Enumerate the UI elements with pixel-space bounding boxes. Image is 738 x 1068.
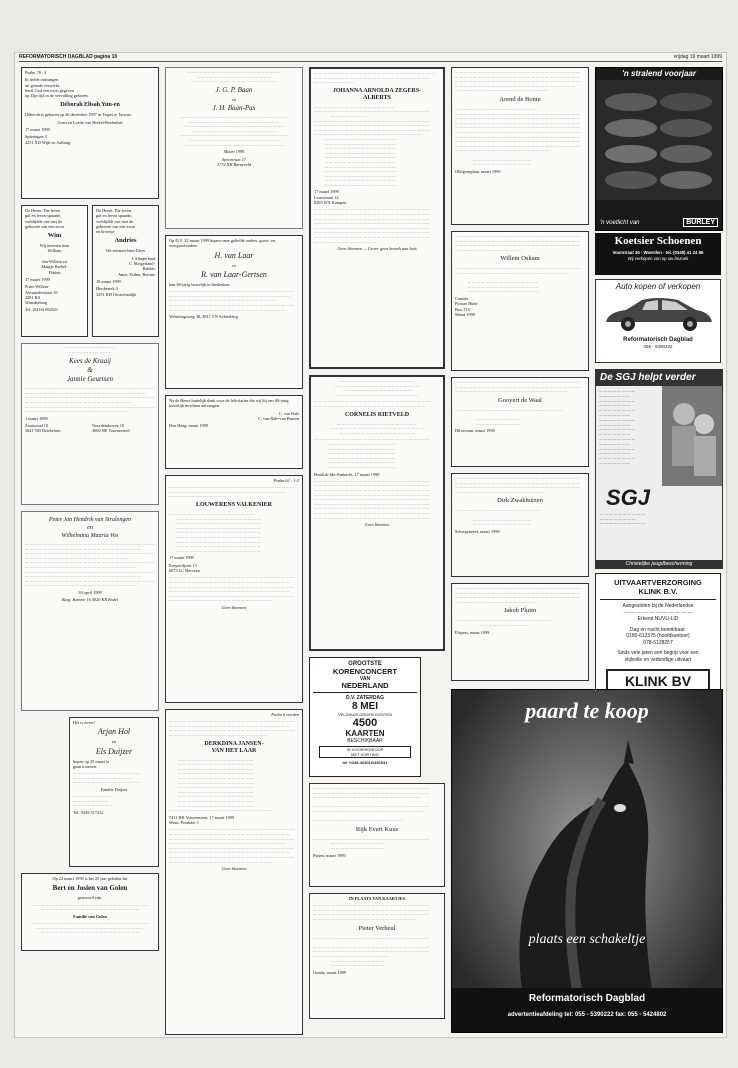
concert-venue: VELDHUIS GROEN OOSTEN — [338, 712, 392, 717]
ad-address: Zeepaviljoen 13 6873 LC Herveen — [169, 562, 200, 574]
decorative-text-lines: — — — — — — — — — — — — — — — — — — — — — — — — — — — — — — — — — — — — — — — — — — — — — — — — — — — — — — — — — — — — — — — — — — — — — — — — — — — — — — — — — — — — — — — — — — — — — — — — — — — — — — — — — — — — — — — — — — — — — — — — — — — — — — — — — — — — — — — — — — — — — — — — — — — — — — — — — — — — — — — — — — — — — — — — [181, 115, 287, 147]
decorative-text-lines: — — — — — — — — — — — — — — — — — — — — — — — — — — — — — — — — — — [455, 618, 553, 627]
ad-intro: Het is zover! — [73, 720, 96, 725]
ad-name: Gooyert de Waal — [498, 396, 542, 404]
ad-family: Familie Duijzer — [100, 786, 128, 792]
footer-contact: advertentieafdeling tel: 055 - 5390222 fax: 055 - 5424802 — [507, 1012, 667, 1018]
ad-line-3: Dag en nacht bereikbaar: — [629, 626, 687, 633]
ad-intro: De Heere, Die leven gaf en leven spaarde, verblijdde ons met de geboorte van een zoon — [25, 208, 64, 229]
ad-line-1: Aangesloten bij de Nederlandse — [622, 603, 694, 609]
ad-tel: Tel. 0345-517222 — [73, 810, 104, 816]
anniversary-ad-baan — [165, 67, 303, 229]
header-rule — [19, 61, 722, 62]
decorative-text-lines: — — — — — — — — — — — — — — — — — — — — — — — — — — — — — — — — — — — — — — — — — — — — — — — — — — — — — — — — — — — — — — — — — — — — — — — — — — — — — — — — — — — — — — — — — — — — — — — — — — — — — — — — — [455, 476, 580, 494]
ad-date: 17 maart 1999 — [25, 127, 50, 133]
wedding-ad-kraaij — [21, 343, 159, 505]
ad-address: Prins-Willem- Alexanderstraat 19 4281 BA Waarderburg — [25, 284, 58, 306]
deceased-name: CORNELIS RIETVELD — [344, 411, 410, 418]
ad-intro: Op D.V. 22 maart 1999 hopen onze geliefde ouders, groot- en overgrootouders — [169, 238, 276, 249]
ad-names: C. van Bale C. van Bale-van Baaren — [257, 410, 299, 421]
birth-ad-wim — [21, 205, 88, 337]
verse: Psalm 6 vierden — [271, 712, 299, 717]
ad-parents: Wij noemen hem William Jan-Willem en Margje Barbel- Flatten — [39, 243, 70, 275]
decorative-text-lines: — — — — — — — — — — — — — — — — — — — — — — — — — — — — — — — — — — — — — — — — — — — — — — — — — — — — — — — — — — — — — — — — — — — — — — — — — — — — — — — — — — — — — — — — — — — — — — — — — — — — — — — — — — — — — — — — — — — — — — — — — — — — — — — — — — — — — — — — — — — — — — — — — — — — [313, 786, 429, 823]
ad-address: Wetteringsweg 40, 2811 VN Achterberg — [169, 314, 238, 320]
ad-signed: Geen bloemen — [221, 604, 247, 610]
birth-ads-pair — [21, 205, 159, 337]
birth-ad-andries — [92, 205, 159, 337]
ad-date: 17 maart 1999 — [169, 555, 194, 561]
thanks-ad-pluim — [451, 583, 589, 681]
decorative-text-lines: — — — — — — — — — — — — — — — — — — — — — — — — — — — [73, 794, 113, 808]
ad-date: 17 maart 1999 — [25, 276, 50, 282]
ad-address: Spieringen 3 4251 XD Wijk en Aalburg — [25, 134, 71, 145]
decorative-text-lines: — — — — — — — — — — — — — — — — — — — — — — — — — — — — — — — — — — — — — — — — — — — — — — — — — — — — — — — — — — — — — — — — — — — — — — — — — — — — — — — — — — — — — — — — — — — — — — — — — — — — — — — — — — — — — — — — — — — — — — — — — — — — — — — — — — — — — — — — — — — — — — — — — — — — — — — — — — — — — — — — — — [169, 575, 294, 603]
ad-signed: Geen bloemen — [221, 866, 247, 872]
ad-title: UITVAARTVERZORGING KLINK B.V. — [600, 578, 716, 600]
decorative-text-lines: — — — — — — — — — — — — — — — — — — — — — — — — — — — — — — — — — — — — — — — — — — — — — — — — — — — — — — — — — — — — — — — — — — — — — — — — — — — — — — — — — — — — — — — — — — — — — — — — — — — — — — — — — — — — — — — — — — — — — — — — — — — — — — — — — — — — — — [169, 289, 294, 312]
couple-names: Kees de Kraaij & Jannie Geurtsen — [66, 357, 114, 384]
decorative-text-lines: — — — — — — — — — — — — — — — — — — — — — — — — — — — — — — — — — — — — — — — — — — — — — — — — — — — — — — — — — — — — — — — — — — — — — — — — — — — — — [334, 379, 420, 397]
decorative-text-lines: — — — — — — — — — — — — — — — — — — — — — — — — — — — — — — — — — — — — — — — — — — — — — — — — — — — — — — — — — — — — — — — — — — — — — — — — — — — — — — — — — — — — — — — — — — — — — — — — — — — — — — — — — — — — — — — — — — — — — — — — — — — — — — — — — — — — — — — — — — — — — — — — — — — — — — — — — — — — — — — — — — — — — — — — — — — — — — — — — — — — — — — — — — — — — — — — — — — — — — — — — — — — — — — — — — — — — — — — — — — — — — — — — — — — — — — — — — — — — — — — — — — — — — — — — — — — — — — — — — — — — — — — — — — — — — — — — — — — — — — — — — — — — — — — — — [455, 106, 580, 167]
ad-place: Canada Picture Butte Box 374 Maart 1999 — [455, 295, 478, 317]
decorative-text-lines: — — — — — — — — — — — — — — — — — — — — — — — — — — — — — — — — — — — — — — — — — — — — [73, 771, 140, 785]
ad-name: Déborah Elisah Yun-en — [60, 102, 120, 109]
and-word: en — [231, 262, 237, 268]
decorative-text-lines: — — — — — — — — — — — — — — — — — — — — — — — — — — — — — — — — — — — — — — — — — — — — — — — — — — — — — — — — — — — — — — — — — — — — — — — — — [32, 921, 148, 935]
shoes-photo — [596, 80, 722, 200]
ad-address: 7411 HK Vriezenveen, 17 maart 1999 Westr. Postbaat 5 — [169, 814, 235, 826]
ad-name: Andries — [114, 237, 137, 245]
thanks-ad-zwakhuizen — [451, 473, 589, 577]
ad-tel: 055 - 5390222 — [643, 344, 673, 350]
ad-place: Zoutwoud 10 3641 ND Driebelsen — [25, 423, 61, 434]
ad-date: 17 maart 1999 Louisstraat 14 8265 WX Kampen — [314, 189, 347, 206]
decorative-text-lines: — — — — — — — — — — — — — — — — — — — — — — — — — — — — — — — — — — — — — — — — — — — — — — — — — — — — — — — — — — — — — — — — — — — — — — — — — — — — — — — — — — — — — — — — — — — — — — — — — — — — — — — — — — — — — — — — — — — — — — — — — — — — — — — — — — — — — — — — — — — — — — — — — — — — — — — — — — — — — — — — — — — — — — — — — — — — — — — — — — — — — — — — — — — — — — — — — — — — — — — — — — — — — — — — — — — — — — — — — — — — — — — — — — — — — — — — — — — — — — — — — — — — — — — — — — — — — — — — — — — — — — — — — — — — — — — — — — — — — — — — — — — — — — — — — — — — — — — — — — — — — — — — — — — — — — — — — — — — — — — — — — — — — — — — — — — [314, 104, 430, 187]
decorative-text-lines: — — — — — — — — — — — — — — — — — — — — — — — — — — — — — — — — — — — — — — — — — — — — — — — — — — — [313, 836, 429, 850]
deceased-name: DERKDINA JANSEN- VAN HET LAAR — [204, 740, 264, 754]
ad-line-2: Erkend NUVU-LID — [637, 616, 679, 622]
ad-footer: Christelijke jeugdbescherming — [596, 560, 722, 568]
deceased-name: LOUWERENS VALKENIER — [196, 502, 272, 509]
concert-tel: tel. 0348-463016/452031 — [342, 760, 388, 765]
sgj-ad — [595, 369, 723, 569]
ad-place: Hendrik-Ido-Ambacht, 17 maart 1999 — [314, 471, 380, 477]
concert-ad — [309, 657, 421, 777]
decorative-text-lines: — — — — — — — — — — — — — — — — — — — — — — — — — — — — — — — — — — — — — — — — — — — — — — — — — — — — — — — — — — — — — — — [187, 70, 281, 84]
decorative-text-lines: — — — — — — — — — — — — — — — — — — — — — — — — — — — — — — — — — — — — — — — — — — — — — — — — — — — — — — — — — — — — — — — — — — — — — — — — — — — — — — — — — — — — — — — — — — — — — — — — — — — — — — — — — — — — — — — — — — — — — — — — — — — — — — — — — — — — — — — — — — — — — — — — — — — — — — — — — — — — — — — — — — — — — — — — — — — — — — — — — — — — — — — — — — — — — — — — — — — — — [314, 207, 430, 244]
footer-brand: Reformatorisch Dagblad — [528, 993, 646, 1004]
horse-photo — [452, 690, 722, 1032]
decorative-text-lines: — — — — — — — — — — — — — — — — — — — — — — — — — — — — — — — — — — — — — — — — — — — — — — [455, 508, 540, 527]
ad-title: 'n stralend voorjaar — [622, 69, 696, 78]
decorative-text-lines: — — — — — — — — — — — — — — — — — — — — — — — — — — — — — — — — — — — — — — — — — — — — — — — — — — — — — — — — — — — — — — — — — — — — — — — — — — — — — — — — — — — — — — — — — — — — — — — — — — — — — — [313, 903, 429, 922]
decorative-text-lines: — — — — — — — — — — — — — — — — — — — — — — — — — — — — — — — — — — — — — — — — — — — — — — — — — — — — — — — — — [330, 421, 424, 435]
obituary-ad-zegers — [309, 67, 445, 369]
concert-line-2: KORENCONCERT — [332, 667, 398, 676]
decorative-text-lines: — — — — — — — — — — — — — — — — — — — — — — — — — — — — — — — — — — — — — — — — — — — — — — — — — — — — — — — — — — — — — — — — — — — — [169, 485, 294, 499]
and-word: en — [231, 96, 237, 102]
anniversary-ad-golen — [21, 873, 159, 951]
decorative-text-lines: — — — — — — — — — — — — — — — — — — — — — — — — — — — — — — — — — — — — — — — — — — — — — — — — — — — — [314, 399, 430, 408]
ad-name: Willem Oskam — [500, 255, 540, 263]
verse: Psalm 78 : 4 — [25, 70, 47, 75]
ad-place: Hilversum, maart 1999 — [455, 428, 495, 434]
ad-tel: Tel. (0416) 692821 — [25, 307, 58, 313]
ad-text: hopen op 25 maart te gaan trouwen. — [73, 758, 110, 769]
decorative-text-lines: — — — — — — — — — — — — — — — — — — — — — — — — — — — — — — — — — — — — — — — — — — — — — — — — — — — — — — — — — — — — — — — — — — — — — — — — — — — — — — — — — — — — — — — — — — — — — — — — — — — — — — — — — — — — — — — — — — — — — — — — [313, 935, 429, 968]
bride-name: Els Duijzer — [95, 746, 133, 756]
ad-signed: Geen bloemen — [364, 522, 390, 528]
page-header-left: REFORMATORISCH DAGBLAD pagina 10 — [19, 54, 118, 60]
tickets-avail: BESCHIKBAAR — [347, 738, 383, 744]
decorative-text-lines: — — — — — — — — — — — — — — — — — — — — — — — — — — — — — — — — — — — — — — — — — — — — — — — — — — — — — — — — — — — — — — — — — — — — — — — — — — — — — — — — — — — — — — — — — — — — — — — — — — — — — — [455, 266, 580, 294]
ad-sub: getrouwd zijn. — [77, 895, 103, 901]
koetsier-ad — [595, 233, 721, 275]
concert-line-1: GROOTSTE — [348, 661, 382, 667]
ad-date: 30 april 1999 — [78, 589, 102, 595]
brand-logo: BURLEY — [683, 218, 718, 227]
thanks-ad-dewaal — [451, 377, 589, 467]
ad-phone: 0180-612375 (hoofdkantoor) 078-6128257 — [626, 633, 690, 646]
decorative-text-lines: — — — — — — — — — — — — — — — — — — — — — — — — — — — — — — — — — — — — — — — — — — — — — — — — — — — — — — — — — — — — — — — — — — — — — — — — — — — — — — — — — — — — — — — — — — — — — — — — — — — — — — — [455, 586, 580, 604]
ad-date: Maart 1999 — [223, 149, 245, 155]
ad-name: Arend de Bonte — [499, 95, 541, 103]
thanks-ad-kuus — [309, 783, 445, 887]
decorative-text-lines: — — — — — — — — — — — — — — — — — — — — — — — — — — — — — — — — — — — — — — — — — — — — — — — — — — — — — — — — — — — — — — — — — — — — — — — — — — — — — — — — — — — — — — — — — — — — — — — — — — — — — — — — — — — — — — — — — — — — — [314, 437, 430, 469]
decorative-text-lines: — — — — — — — — — — — — — — — — — — — — — — — — — — — — — — — — — — — — — — — — — — — — — — — — — [32, 902, 148, 912]
ad-parents: Goen en Loette van Berkel-Boelenbal — [57, 119, 123, 125]
name-1: H. van Laar — [214, 250, 254, 260]
decorative-text-lines: — — — — — — — — — — — — — — — — — — — — — — — — — — — — — — — — — — — — — — — — — — — — — — — — — — — — — — — — — — — — — — — — — — — — — — — — — — — — — — — — — — — — — — — — — — — — — — — — — — — — — — — — — — — — — — — — — — — — — — — — — — — — — — — — — — — — — — — — — — — — — — — — — — — — — — — — — — — — — — — — — — — — — — — — — — — — [169, 512, 261, 553]
and-word: en — [111, 739, 117, 745]
auto-ad — [595, 279, 721, 363]
ad-intro: Op 22 maart 1999 is het 25 jaar geleden dat — [52, 876, 128, 881]
birth-ad-deborah — [21, 67, 159, 199]
ad-place: Elspeet, maart 1999 — [455, 629, 490, 635]
ad-line-4: Sinds vele jaren een begrip voor een stijlvolle en verbindige uitvaart — [617, 650, 699, 663]
ad-contact-text: — — — — — — — — — — — — — — — — — — — — — — — — — — — — — [600, 512, 645, 526]
ad-date: 18 maart 1999 — [96, 278, 121, 284]
ad-signed: Geen bloemen — Liever geen bezoek aan huis — [337, 246, 417, 252]
car-icon — [598, 292, 718, 336]
ad-name: Wim — [47, 232, 62, 240]
ad-name: Rijk Evert Kuus — [355, 825, 399, 833]
decorative-text-lines: — — — — — — — — — — — — — — — — — — — — — — — — — — — — — — — — — — — — — — — — — — — — — — — — — — — — — — — — — — — — — — — — — — — — — — — — — — — — — — — — — — — — — — — — — — — — — — — — — — — — — — — — — — — — — — — — — — — — — — — — — — — — — — — — — — — — — — — — — — — — — — — — — — — — — — — — — — — — — — — — — — — — — — — — — — — — — — — — — — — — — — — — — — — — — — — — — — — — — — — — — — — — — — — — — — — — — — — — — — — — — — — — — — — — — — — — — — — [314, 478, 430, 520]
couple-names: Peter Jan Hendrik van Stralengen en Wilhelmina Maaria Vos — [49, 517, 131, 539]
ad-date: 1 maart 1999 — [25, 415, 48, 421]
obituary-ad-jansen — [165, 709, 303, 1035]
concert-day: D.V. ZATERDAG — [345, 695, 385, 701]
ad-subtitle: 'n voetlicht van — [600, 220, 640, 226]
ad-place: Burg. Romme 16 4926 KR Bodel — [61, 597, 119, 603]
couple-names: Bert en Josien van Golen — [52, 884, 128, 893]
decorative-text-lines: — — — — — — — — — — — — — — — — — — — — — — — — — — — — — — — — — — — — — — — — — — — — — — — — — — — — — — — — — — — — — — — — — — — — — — — — — — — — — — — — — — — — — — — — — — — — — — — — — — — — — — — — — — — — — — — — — — — — — — — — — — — — — — — — — — — — — — — — — — — — — — — — — — — — — — — — — — — — — — — — — — — — — — — — — — — — — — — — — — — — — — — — — — — — — — — — — — — — — — — — — — — — — — — — — — — — — — — — [169, 827, 294, 864]
thanks-ad-verheul — [309, 893, 445, 1019]
concert-line-3: VAN — [359, 676, 371, 682]
klink-logo: KLINK BV — [606, 669, 710, 693]
ad-text: Na de Heere hartelijk dank voor de felicitaties die wij bij ons 60-jarig huwelijk mochten ontvangen. — [169, 398, 289, 409]
ad-title: paard te koop — [525, 698, 649, 723]
ad-subtitle: plaats een schakeltje — [528, 932, 646, 947]
burley-shoe-ad — [595, 67, 723, 231]
name-1: J. G. P. Baan — [215, 85, 253, 94]
decorative-text-lines: — — — — — — — — — — — — — — — — — — — — — — — — — — — — — — — — — — — — — — — — — — — — — — — — — — — — — — — — — — — — — — — — — — — — — — — — — — — — — — — — — — — — — — — — — — — — — — — — — — — — — — — — — — [169, 719, 294, 738]
tickets-word: KAARTEN — [345, 729, 385, 738]
ad-place: Gouda, maart 1999 — [313, 969, 347, 975]
ad-address: Spoortraat 17 3772 NH Barneveld — [216, 156, 252, 167]
ad-tagline: Wij verkopen van op uw bezoek — [627, 256, 689, 261]
ad-body: In liefde ontvangen uit genade verwerkt, heeft God een zoon gegeven op Zijn tijd in de vervulling geboren. — [25, 77, 89, 99]
ad-intro: De Heere, Die leven gaf en leven spaarde, verblijdde ons met de geboorte van een zoon en broertje — [96, 208, 135, 235]
ad-sub: We noemen hem Dries — [105, 248, 146, 254]
ad-text: Déborah is geboren op 26 december 1997 in Taipei te Taiwan. — [25, 112, 132, 118]
ad-place: Scherpenzeel, maart 1999 — [455, 528, 500, 534]
ad-text: hun 60-jarig huwelijk te herdenken. — [169, 281, 231, 287]
wedding-ad-hol-duijzer — [69, 717, 159, 867]
ad-name: Dirk Zwakhuizen — [497, 497, 543, 505]
ad-family: Familie van Golen — [73, 913, 107, 919]
ad-name: Pieter Verheul — [358, 924, 396, 932]
ad-filler: — — — — — — — — — — — — [623, 609, 693, 616]
ad-brand: Reformatorisch Dagblad — [623, 337, 693, 344]
decorative-text-lines: ~ ~ ~ ~ ~ ~ ~ ~ ~ ~ ~ ~ ~ ~ ~ ~ ~ ~ ~ ~ ~ ~ ~ ~ ~ ~ ~ ~ ~ ~ ~ ~ ~ — [64, 346, 116, 355]
decorative-text-lines: — — — — — — — — — — — — — — — — — — — — — — — — — — — — — — — — — — — — — — — — — — — — — — — — — — — — — — — — — — — — — — — — — — — — — — — — — — — — — — — — — — — — — — — — — — — — — — — — — — — — — — — — — — — — — — — — — — — — — — — — — — — — — — — — — — — — — — — — — — — — — — — — — — — — — — — — — — — — — — — — — — — — — — — — — — — — — — — — — — — — — — — — — — — — — — — — — — — — — — — — — — — — — — — — — — — — — — — — — — — — — — — — — — — — — — — — — — — — — — — — — — — — — — — — — — — — — — — — — — — — — — — — — — — — — — — [25, 542, 155, 588]
verse: Psalm 62 : 1-2 — [273, 478, 299, 483]
ad-footer — [452, 988, 722, 1032]
obituary-ad-rietveld — [309, 375, 445, 651]
ad-title: De SGJ helpt verder — [596, 370, 722, 386]
anniversary-ad-vanlaar — [165, 235, 303, 389]
name-2: R. van Laar-Gertsen — [201, 269, 267, 279]
decorative-text-lines: — — — — — — — — — — — — — — — — — — — — — — — — — — — — — — — — — — — — — — — — — — — — — — — — — — — — — — — — — — — — — — — — — — — — — — — — — — — — — — — — — — — — — — — — — — — — — — — — — — — — [455, 234, 580, 252]
ad-body-text: — — — — — — — — — — — — — — — — — — — — — — — — — — — — — — — — — — — — — — — — — — — — — — — — — — — — — — — — — — — — — — — — — — — — — — — — — — — — — — — — — — — — — — — — — — — — — — — — — — — — — — — — — — — — — — — — — — — — — — — — — [599, 389, 635, 465]
wedding-ad-stralengen — [21, 511, 159, 711]
name-2: J. H. Baan-Pas — [212, 104, 256, 113]
ad-name: Jakob Pluim — [503, 607, 537, 615]
thanks-ad-oskam — [451, 231, 589, 371]
presale-box: IN VOORVERKOOP MET KORTING — [319, 746, 411, 758]
deceased-name: JOHANNA ARNOLDA ZEGERS- ALBERTS — [332, 87, 422, 101]
thanks-ad-debonte — [451, 67, 589, 225]
children-photo — [662, 386, 722, 486]
ad-address: Herdertrek 4 3291 KH Oosterlandijk — [96, 286, 137, 297]
ad-parents: J. Slingerland C. Slingerland- Bakker Anne, Esther, Bertine — [117, 255, 155, 277]
decorative-text-lines: — — — — — — — — — — — — — — — — — — — — — — — — — — — — — — — — — — — — — — — — — — — — — — — — — — — — — — — — — — — — — — — [314, 71, 435, 85]
obituary-ad-valkenier — [165, 475, 303, 703]
thanks-ad-vanbale — [165, 395, 303, 469]
ad-address: Voorstraat 35 - Woerden - tel. (0348) 41 24 85 — [612, 250, 704, 255]
tickets-count: 4500 — [352, 717, 378, 729]
ad-title: Koetsier Schoenen — [614, 235, 702, 247]
ad-title: Auto kopen of verkopen — [615, 282, 701, 291]
page-header-right: vrijdag 19 maart 1999 — [673, 54, 722, 60]
sgj-logo: SGJ — [606, 485, 651, 510]
concert-line-4: NEDERLAND — [341, 681, 389, 690]
ad-address: Noordeinhoven 10 3600 NE Voormwinel — [92, 423, 130, 434]
newspaper-page — [14, 52, 727, 1038]
ad-place: Den Haag, maart 1999 — [169, 423, 208, 429]
groom-name: Arjan Hol — [97, 727, 131, 737]
horse-for-sale-ad — [451, 689, 723, 1033]
decorative-text-lines: — — — — — — — — — — — — — — — — — — — — — — — — — — — — — — — — — — — — — — — — — — — — — [455, 407, 562, 426]
decorative-text-lines: — — — — — — — — — — — — — — — — — — — — — — — — — — — — — — — — — — — — — — — — — — — — — — — — — — — — — — — — — — — — — — — — — — — — — — — — — — — — — — — — — — — — — — — — — — — — — — — — — — — — — — — — — — — — — — — — — — — — — — — — — — — — — — — — — — — — — — — — — — — — — — — — — — — — — — — — — — — — — — — — — — [25, 386, 155, 414]
concert-date: 8 MEI — [351, 701, 379, 712]
ad-title: IN PLAATS VAN KAARTJES — [348, 896, 406, 901]
ad-place: Putten, maart 1999 — [313, 852, 346, 858]
decorative-text-lines: — — — — — — — — — — — — — — — — — — — — — — — — — — — — — — — — — — — — — — — — — — — — — — — — — — — — — — — — — — — — — — — — — — — — — — — — — — — — — — — — — — — — — — — — — — — — — — — — — — — — — — — — — — — — — — — — — — — — — — — — — — — — — — — — — — — — — [455, 70, 580, 93]
decorative-text-lines: — — — — — — — — — — — — — — — — — — — — — — — — — — — — — — — — — — — — — — — — — — — — — — — — — — — — — — — — — — — — — — — — — — — — — — — — — — — — — — — — — — — — — — — — — — — — — — — — — — — — — — — — — — — — — — — — — — — — — — — — — — — — — — — — — — — — — — — — — — — — — — — — — — — — — — — — — — — — — — — — — — — — — — — — — — — — — — — — — — — — — — — — — — — — — — — — — — — — — — — — — — — — — — — — — — — [169, 757, 272, 813]
ad-date: Oldigensplaat, maart 1999 — [455, 168, 501, 174]
decorative-text-lines: — — — — — — — — — — — — — — — — — — — — — — — — — — — — — — — — — — — — — — — — — — — — — — — — — — — — — — — — — — — — — — — — — — — — — — — — — — — — — — — — — — [455, 380, 580, 394]
